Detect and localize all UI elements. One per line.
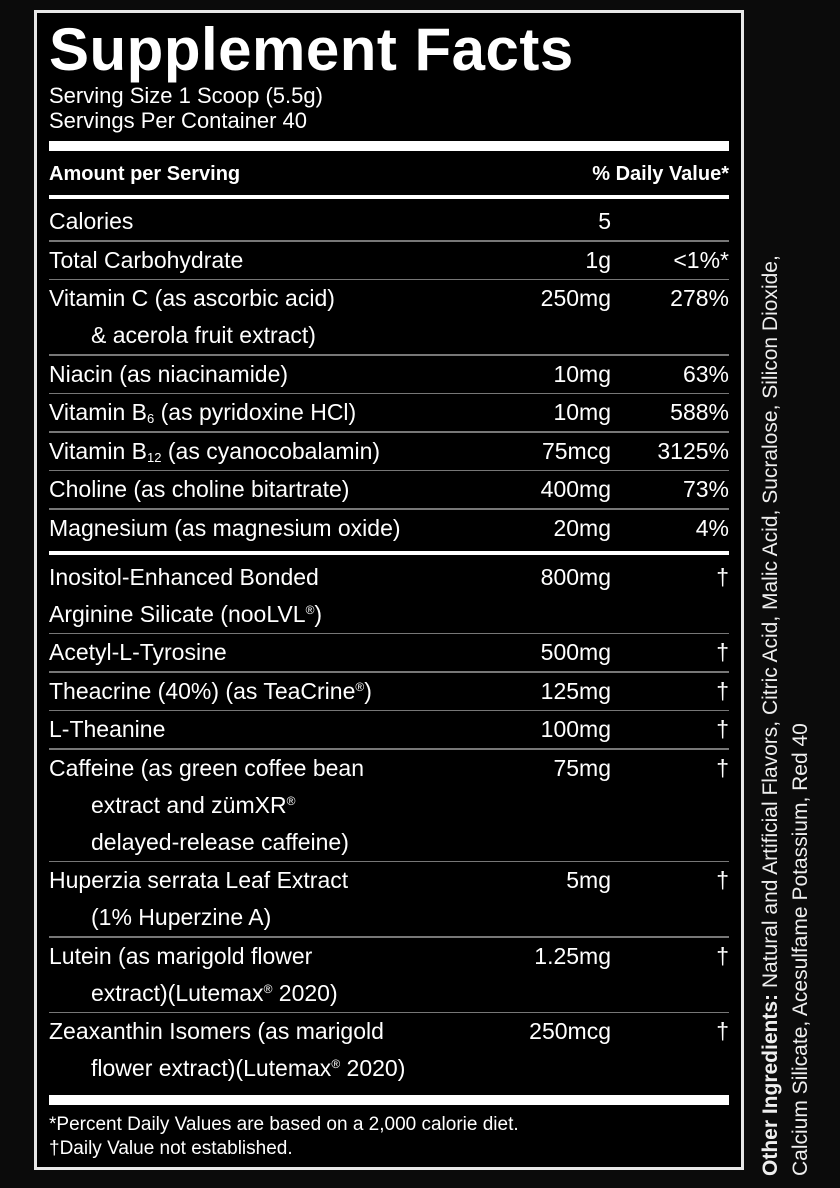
- ingredient-row: Caffeine (as green coffee bean extract and zümXR® delayed-release caffeine) 75mg †: [49, 754, 729, 855]
- header-amount: Amount per Serving: [49, 162, 241, 185]
- ingredient-row: Huperzia serrata Leaf Extract (1% Huperzine A) 5mg †: [49, 867, 729, 930]
- divider-thick: [49, 1095, 729, 1105]
- ingredient-row: Zeaxanthin Isomers (as marigold flower extract)(Lutemax® 2020) 250mcg †: [49, 1018, 729, 1081]
- table-header: [49, 157, 729, 191]
- header-daily-value: % Daily Value*: [592, 162, 729, 185]
- ingredient-row: Theacrine (40%) (as TeaCrine®) 125mg †: [49, 677, 729, 704]
- panel-title: Supplement Facts: [49, 16, 574, 83]
- nutrient-row: Vitamin C (as ascorbic acid) & acerola fruit extract) 250mg 278%: [49, 285, 729, 348]
- supplement-facts-panel: [34, 10, 744, 1170]
- ingredient-row: Lutein (as marigold flower extract)(Lutemax® 2020) 1.25mg †: [49, 942, 729, 1006]
- serving-size: Serving Size 1 Scoop (5.5g): [49, 83, 323, 108]
- other-ingredients: Other Ingredients: Natural and Artificial Flavors, Citric Acid, Malic Acid, Sucralose, Silicon Dioxide, Calcium Silicate, Acesulfame Potassium, Red 40: [759, 255, 812, 1176]
- nutrient-row: Choline (as choline bitartrate) 400mg 73%: [49, 476, 729, 502]
- servings-per-container: Servings Per Container 40: [49, 108, 308, 133]
- divider-thick: [49, 141, 729, 151]
- footnote-dagger: †Daily Value not established.: [49, 1138, 293, 1159]
- nutrient-row: Vitamin $B_{12}$ (as cyanocobalamin) 75mcg 3125%: [49, 437, 729, 465]
- ingredient-row: Inositol-Enhanced Bonded Arginine Silicate (nooLVL®) 800mg †: [49, 563, 729, 627]
- nutrient-row: Magnesium (as magnesium oxide) 20mg 4%: [49, 514, 729, 541]
- nutrient-row: Calories 5: [49, 208, 611, 234]
- divider-medium: [49, 551, 729, 555]
- nutrient-row: Total Carbohydrate 1g <1%*: [49, 246, 729, 273]
- other-ingredients-label: Other Ingredients:: [759, 993, 782, 1176]
- ingredient-row: L-Theanine 100mg †: [49, 716, 729, 742]
- divider-medium: [49, 195, 729, 199]
- nutrient-row: Vitamin $B_6$ (as pyridoxine HCl) 10mg 588%: [49, 399, 729, 426]
- footnote-daily-values: *Percent Daily Values are based on a 2,000 calorie diet.: [49, 1114, 519, 1135]
- nutrient-row: Niacin (as niacinamide) 10mg 63%: [49, 360, 729, 387]
- ingredient-row: Acetyl-L-Tyrosine 500mg †: [49, 639, 729, 665]
